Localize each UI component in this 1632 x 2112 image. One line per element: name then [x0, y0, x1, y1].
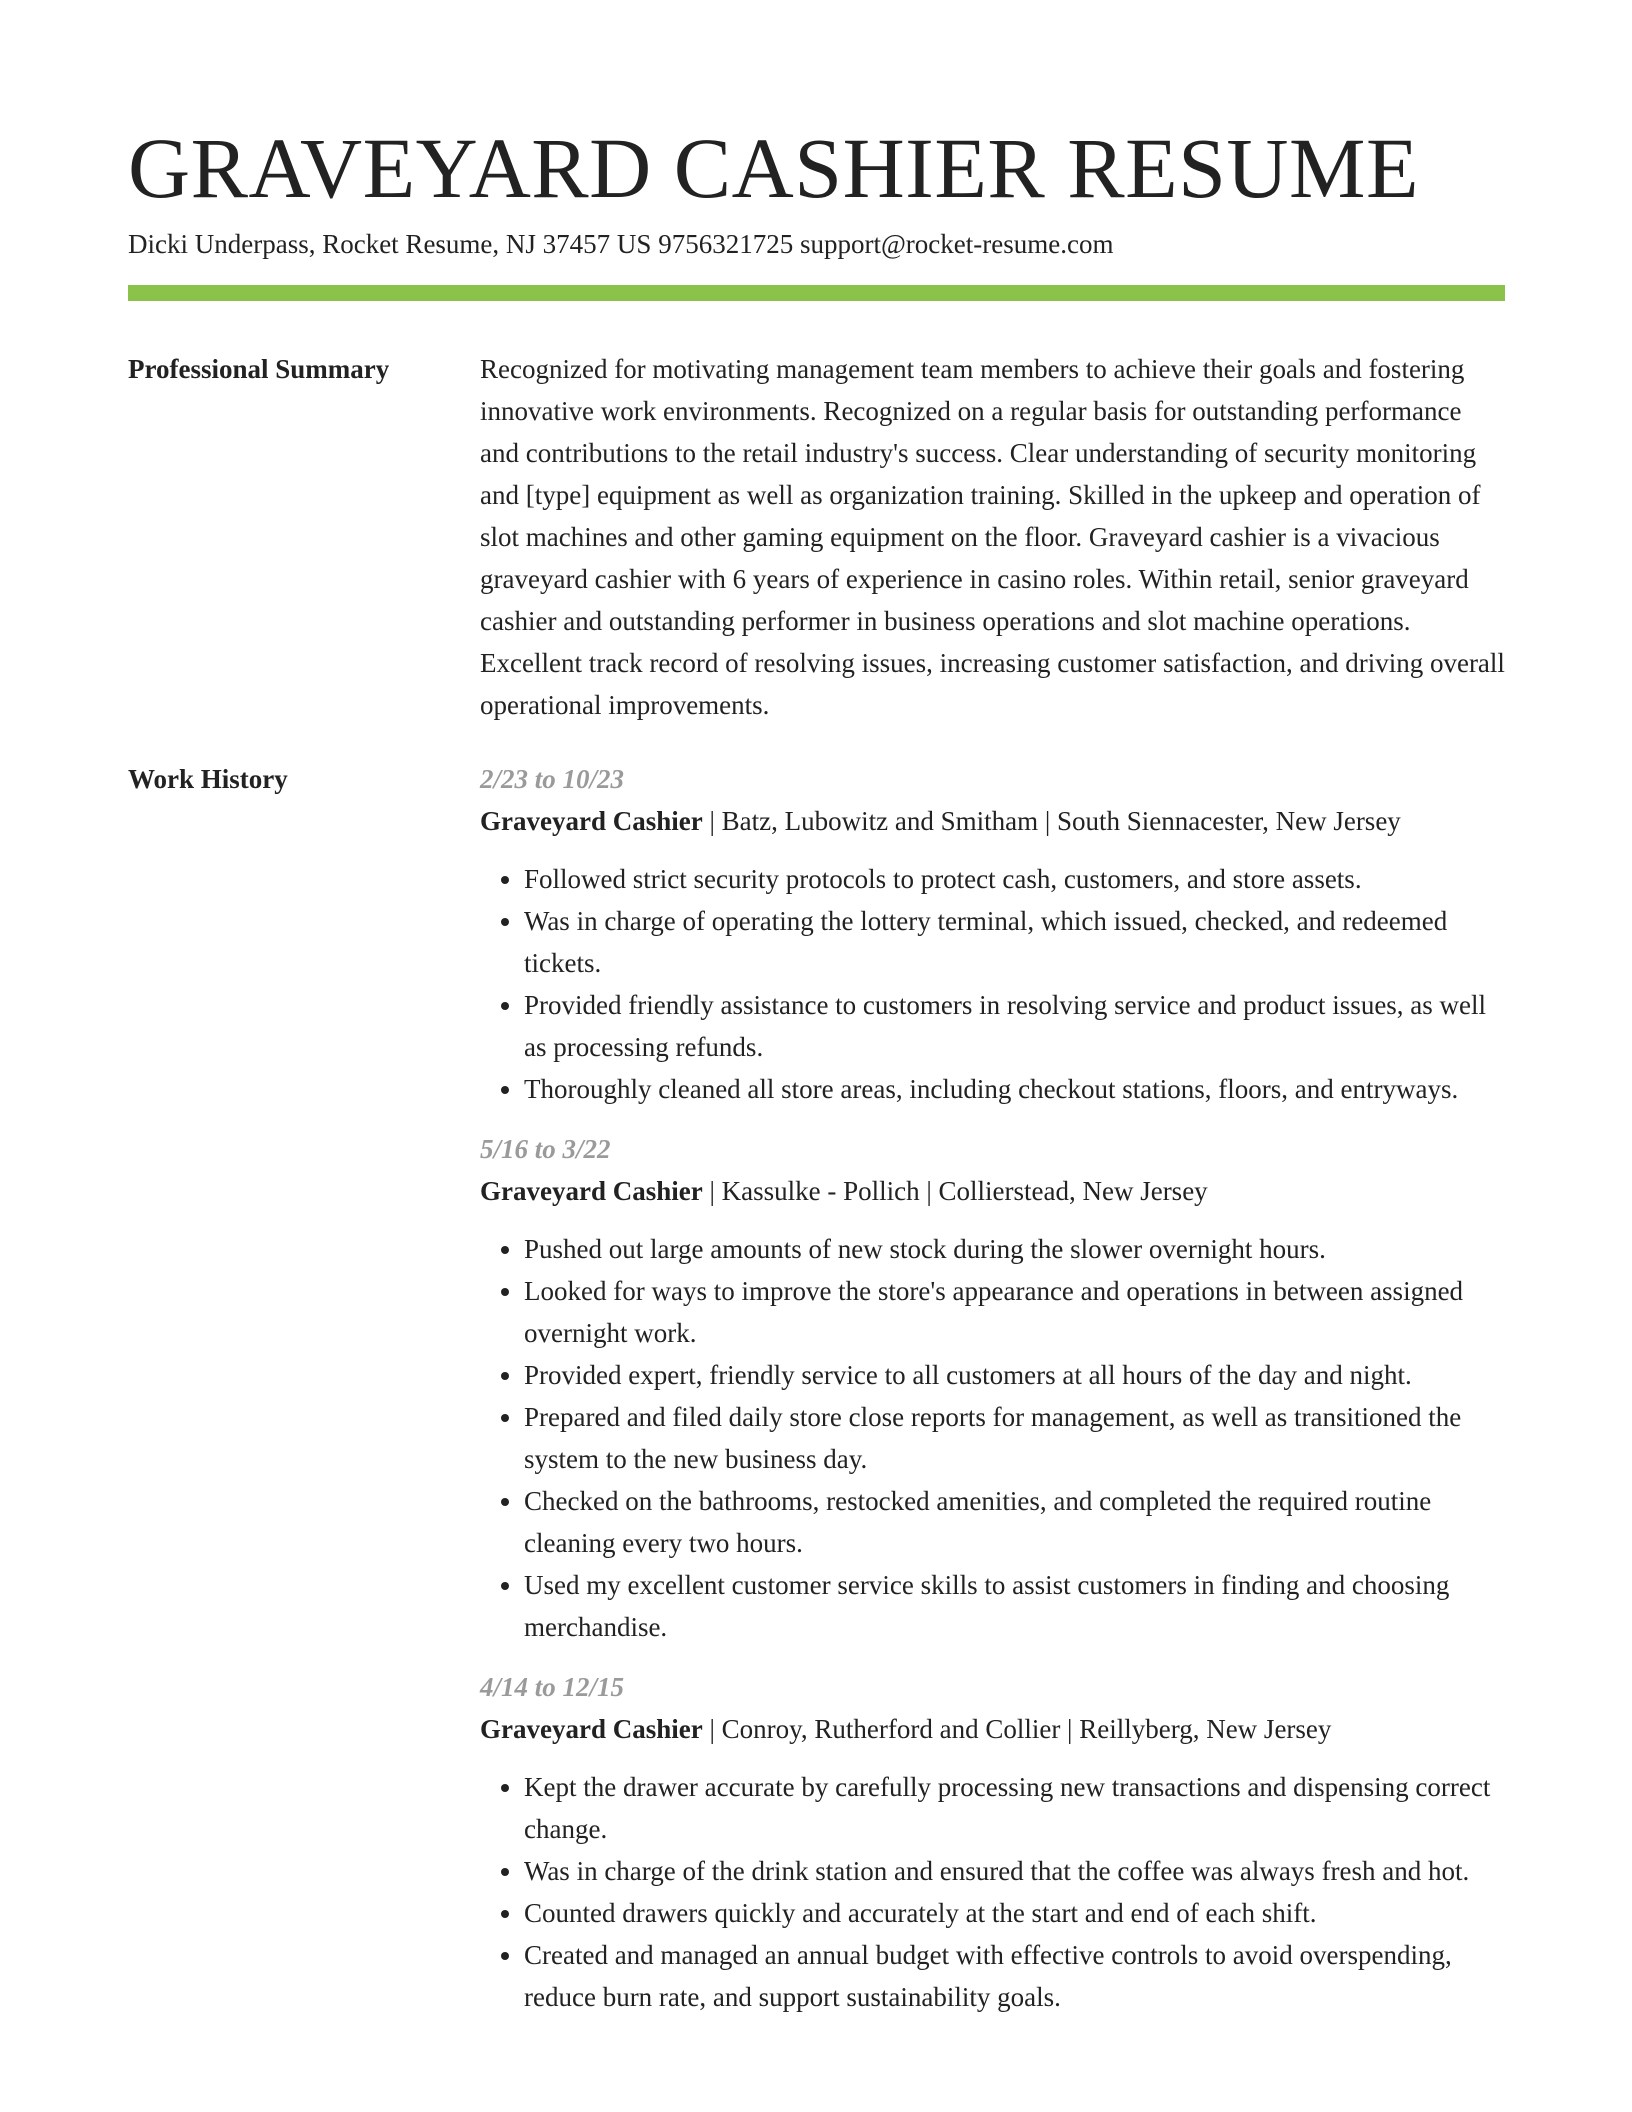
job-dates: 2/23 to 10/23: [480, 764, 625, 794]
job-bullet: • Checked on the bathrooms, restocked amenities, and completed the required routine cleaning every two hours.: [524, 1480, 1505, 1564]
resume-title: GRAVEYARD CASHIER RESUME: [128, 120, 1420, 216]
job-details: | Conroy, Rutherford and Collier | Reillyberg, New Jersey: [702, 1714, 1332, 1744]
job-bullets: [480, 1766, 1505, 2018]
summary-content: [480, 348, 1505, 726]
job-title: Graveyard Cashier: [480, 806, 703, 836]
job-bullet: • Thoroughly cleaned all store areas, including checkout stations, floors, and entryways.: [524, 1068, 1505, 1110]
job-bullets: [480, 1228, 1505, 1648]
job-dates: 4/14 to 12/15: [480, 1672, 625, 1702]
job-bullet: • Followed strict security protocols to protect cash, customers, and store assets.: [524, 858, 1505, 900]
job-bullet: • Counted drawers quickly and accurately at the start and end of each shift.: [524, 1892, 1505, 1934]
job-bullet: • Provided friendly assistance to customers in resolving service and product issues, as well as processing refunds.: [524, 984, 1505, 1068]
job-bullets: [480, 858, 1505, 1110]
job-bullet: • Used my excellent customer service skills to assist customers in finding and choosing merchandise.: [524, 1564, 1505, 1648]
work-history-label: Work History: [128, 764, 288, 794]
resume-header: [128, 118, 1505, 262]
job-entry: [480, 1128, 1505, 1648]
job-bullet: • Looked for ways to improve the store's appearance and operations in between assigned overnight work.: [524, 1270, 1505, 1354]
job-bullet: • Provided expert, friendly service to all customers at all hours of the day and night.: [524, 1354, 1505, 1396]
job-heading: [480, 1708, 1505, 1750]
job-heading: [480, 1170, 1505, 1212]
job-title: Graveyard Cashier: [480, 1176, 703, 1206]
job-entry: [480, 1666, 1505, 2018]
job-entry: [480, 758, 1505, 1110]
job-bullet: • Was in charge of the drink station and ensured that the coffee was always fresh and hot.: [524, 1850, 1505, 1892]
job-dates: 5/16 to 3/22: [480, 1134, 611, 1164]
job-title: Graveyard Cashier: [480, 1714, 703, 1744]
contact-info: Dicki Underpass, Rocket Resume, NJ 37457 US 9756321725 support@rocket-resume.com: [128, 229, 1114, 259]
accent-divider: [128, 285, 1505, 301]
job-bullet: • Was in charge of operating the lottery terminal, which issued, checked, and redeemed tickets.: [524, 900, 1505, 984]
summary-text: Recognized for motivating management team members to achieve their goals and fostering innovative work environments. Recognized on a regular basis for outstanding performance and contributions to the retail industry's success. Clear understanding of security monitoring and [type] equipment as well as organization training. Skilled in the upkeep and operation of slot machines and other gaming equipment on the floor. Graveyard cashier is a vivacious graveyard cashier with 6 years of experience in casino roles. Within retail, senior graveyard cashier and outstanding performer in business operations and slot machine operations. Excellent track record of resolving issues, increasing customer satisfaction, and driving overall operational improvements.: [480, 354, 1505, 720]
job-heading: [480, 800, 1505, 842]
job-details: | Batz, Lubowitz and Smitham | South Siennacester, New Jersey: [702, 806, 1401, 836]
summary-label: Professional Summary: [128, 354, 390, 384]
work-history-content: [480, 758, 1505, 2036]
job-bullet: • Pushed out large amounts of new stock during the slower overnight hours.: [524, 1228, 1505, 1270]
job-bullet: • Created and managed an annual budget with effective controls to avoid overspending, reduce burn rate, and support sustainability goals.: [524, 1934, 1505, 2018]
job-bullet: • Kept the drawer accurate by carefully processing new transactions and dispensing correct change.: [524, 1766, 1505, 1850]
job-details: | Kassulke - Pollich | Collierstead, New Jersey: [702, 1176, 1208, 1206]
job-bullet: • Prepared and filed daily store close reports for management, as well as transitioned the system to the new business day.: [524, 1396, 1505, 1480]
